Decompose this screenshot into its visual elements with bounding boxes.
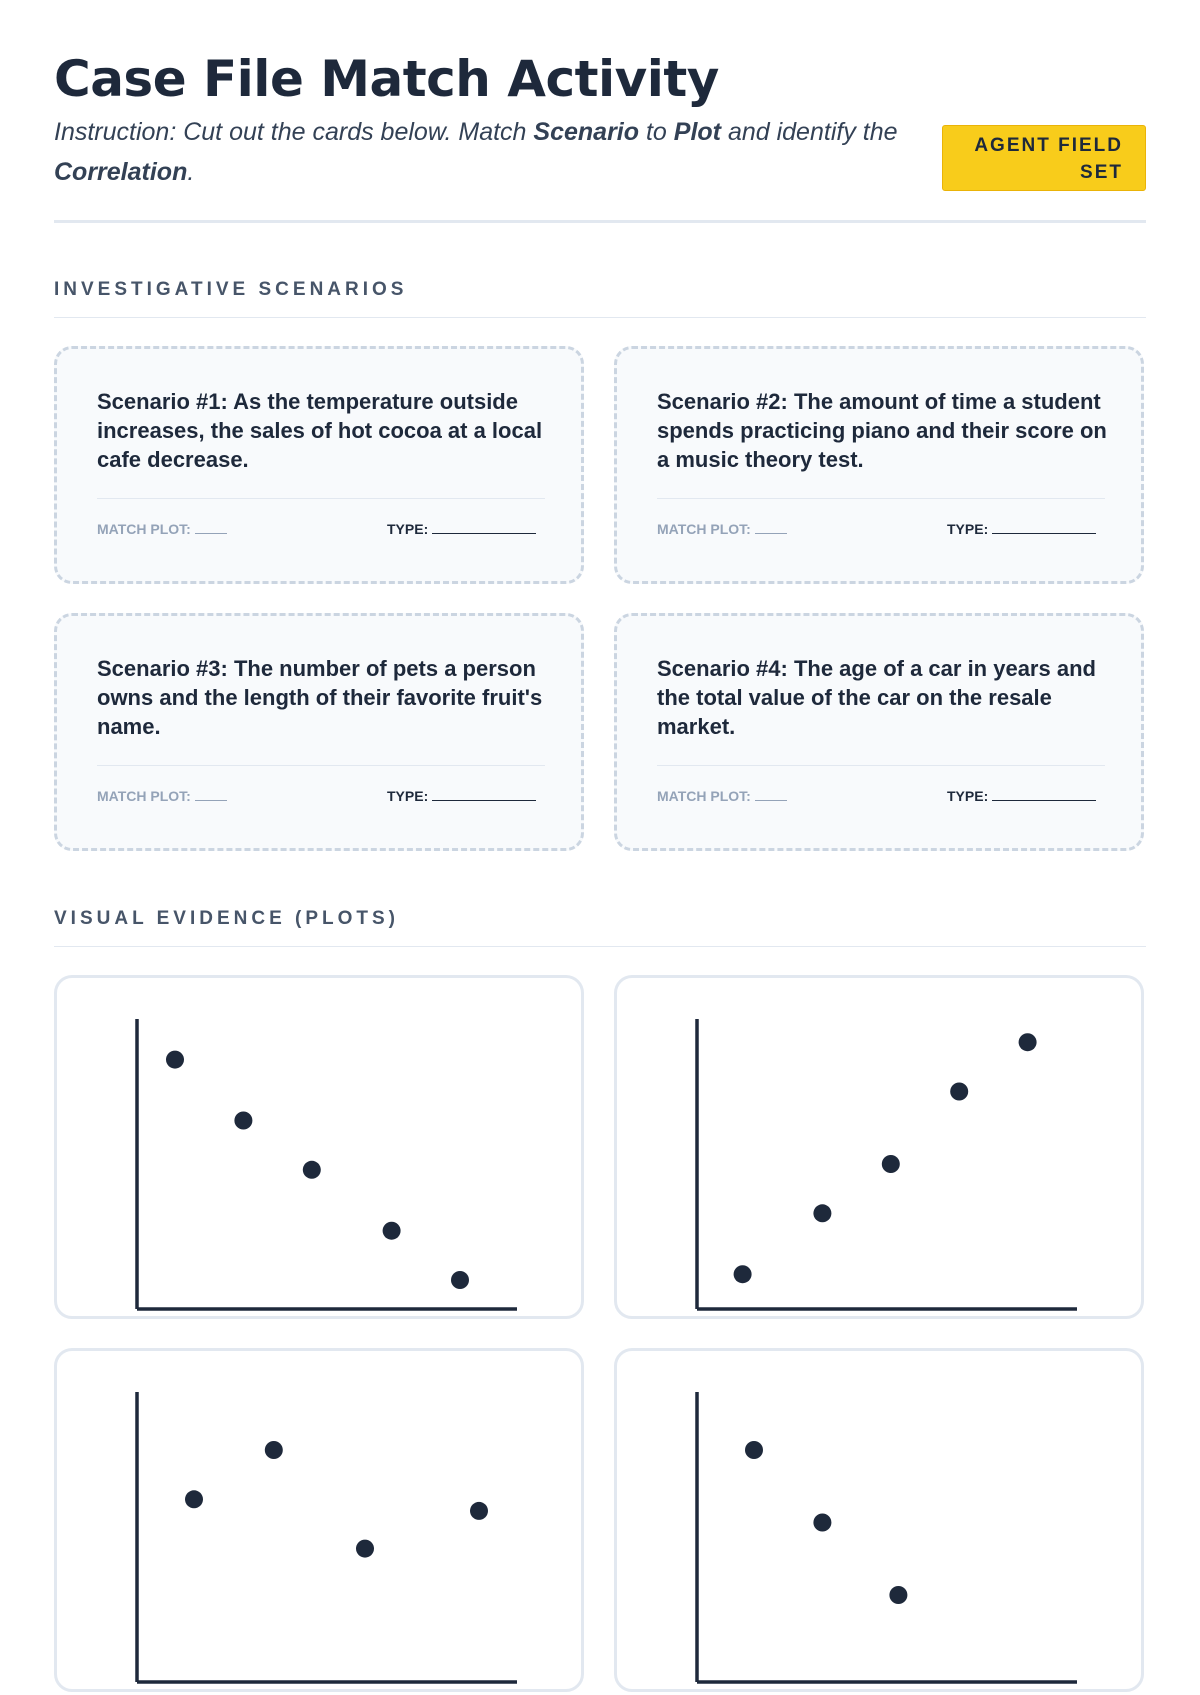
match-plot-blank <box>195 799 227 801</box>
match-plot-label: MATCH PLOT: <box>97 521 191 537</box>
plot-card <box>54 1348 584 1692</box>
instruction-plot: Plot <box>673 118 721 146</box>
match-plot-field[interactable] <box>97 521 227 537</box>
scenario-card <box>614 613 1144 851</box>
card-divider <box>97 765 545 766</box>
type-blank <box>432 532 536 534</box>
type-label: TYPE: <box>947 521 989 537</box>
instruction-correlation: Correlation <box>54 158 188 186</box>
card-divider <box>657 765 1105 766</box>
plot-card <box>614 975 1144 1319</box>
data-point <box>356 1540 374 1558</box>
data-point <box>745 1441 763 1459</box>
instruction-scenario: Scenario <box>533 118 640 146</box>
data-point <box>813 1204 831 1222</box>
plots-section-divider <box>54 946 1146 947</box>
type-field[interactable] <box>387 521 536 537</box>
instruction-to: to <box>639 118 674 146</box>
scenario-card <box>54 346 584 584</box>
type-blank <box>992 532 1096 534</box>
plot-card <box>614 1348 1144 1692</box>
data-point <box>470 1502 488 1520</box>
instruction-text <box>54 112 914 192</box>
card-divider <box>97 498 545 499</box>
match-plot-blank <box>755 532 787 534</box>
scatter-plot <box>617 1351 1147 1695</box>
data-point <box>234 1112 252 1130</box>
instruction-prefix: Instruction: Cut out the cards below. Match <box>54 118 534 146</box>
scenarios-section-title: INVESTIGATIVE SCENARIOS <box>54 279 408 300</box>
agent-field-set-badge: AGENT FIELD SET <box>942 125 1146 191</box>
data-point <box>383 1222 401 1240</box>
scenario-card <box>54 613 584 851</box>
match-plot-blank <box>195 532 227 534</box>
match-plot-field[interactable] <box>97 788 227 804</box>
data-point <box>451 1271 469 1289</box>
data-point <box>265 1441 283 1459</box>
scatter-plot <box>617 978 1147 1322</box>
plots-section-title: VISUAL EVIDENCE (PLOTS) <box>54 908 400 929</box>
scatter-plot <box>57 1351 587 1695</box>
scatter-plot <box>57 978 587 1322</box>
type-label: TYPE: <box>387 788 429 804</box>
data-point <box>734 1265 752 1283</box>
type-field[interactable] <box>947 521 1096 537</box>
type-field[interactable] <box>947 788 1096 804</box>
match-plot-label: MATCH PLOT: <box>97 788 191 804</box>
scenarios-section-divider <box>54 317 1146 318</box>
data-point <box>1019 1033 1037 1051</box>
page-title: Case File Match Activity <box>54 50 719 108</box>
match-plot-label: MATCH PLOT: <box>657 521 751 537</box>
scenario-text: Scenario #4: The age of a car in years and the total value of the car on the resale market. <box>657 656 1096 739</box>
scenario-text: Scenario #1: As the temperature outside increases, the sales of hot cocoa at a local cafe decrease. <box>97 389 543 472</box>
data-point <box>813 1514 831 1532</box>
type-label: TYPE: <box>947 788 989 804</box>
data-point <box>889 1586 907 1604</box>
header-divider <box>54 220 1146 223</box>
match-plot-field[interactable] <box>657 788 787 804</box>
instruction-end: . <box>187 158 195 186</box>
data-point <box>303 1161 321 1179</box>
data-point <box>166 1051 184 1069</box>
type-field[interactable] <box>387 788 536 804</box>
data-point <box>882 1155 900 1173</box>
instruction-and: and identify the <box>721 118 898 146</box>
match-plot-label: MATCH PLOT: <box>657 788 751 804</box>
card-divider <box>657 498 1105 499</box>
scenario-text: Scenario #3: The number of pets a person owns and the length of their favorite fruit's name. <box>97 656 543 739</box>
data-point <box>950 1083 968 1101</box>
scenario-text: Scenario #2: The amount of time a student spends practicing piano and their score on a music theory test. <box>657 389 1107 472</box>
type-blank <box>432 799 536 801</box>
type-blank <box>992 799 1096 801</box>
scenario-card <box>614 346 1144 584</box>
match-plot-blank <box>755 799 787 801</box>
type-label: TYPE: <box>387 521 429 537</box>
plot-card <box>54 975 584 1319</box>
data-point <box>185 1490 203 1508</box>
match-plot-field[interactable] <box>657 521 787 537</box>
